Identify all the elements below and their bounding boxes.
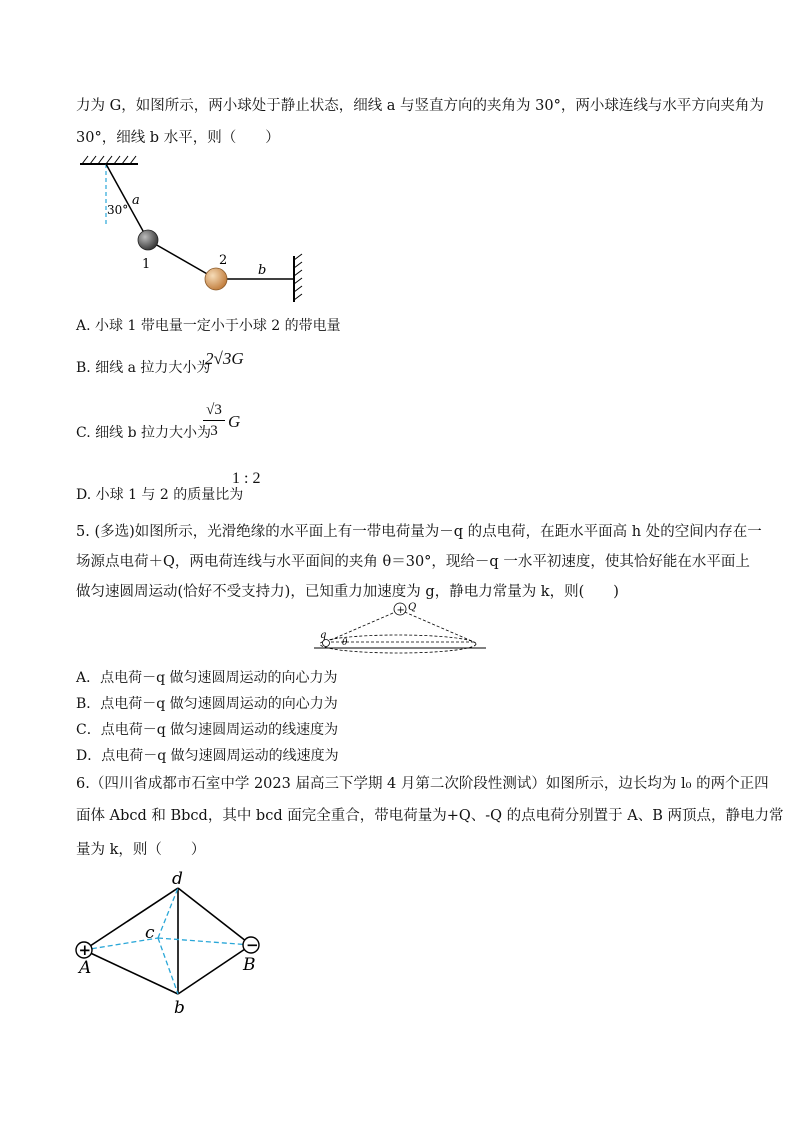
- ball-2-label: 2: [219, 253, 228, 268]
- q6-stem-line3: 量为 k，则（ ）: [76, 842, 206, 858]
- ball-1-label: 1: [142, 257, 151, 272]
- string-a-label: a: [132, 193, 140, 208]
- q5-option-c: C．点电荷－q 做匀速圆周运动的线速度为: [76, 722, 339, 738]
- vertex-b-label: b: [174, 998, 185, 1018]
- q5-option-d: D．点电荷－q 做匀速圆周运动的线速度为: [76, 748, 339, 764]
- ball-1: [138, 230, 158, 250]
- angle-30-label: 30°: [107, 203, 129, 217]
- fraction-numerator: √3: [203, 400, 225, 421]
- charge-q-label: q: [320, 630, 327, 641]
- q4-option-c-g: G: [228, 412, 241, 431]
- charge-B-sign: −: [246, 936, 259, 954]
- string-b-label: b: [258, 263, 267, 278]
- q5-option-a: A．点电荷－q 做匀速圆周运动的向心力为: [76, 670, 338, 686]
- ball-2: [205, 268, 227, 290]
- q4-stem-line1: 力为 G，如图所示，两小球处于静止状态，细线 a 与竖直方向的夹角为 30°，两小球连线与水平方向夹角为: [76, 98, 764, 114]
- q4-option-a: A. 小球 1 带电量一定小于小球 2 的带电量: [76, 318, 341, 334]
- q4-stem-line2: 30°，细线 b 水平，则（ ）: [76, 130, 280, 146]
- q6-stem-line2: 面体 Abcd 和 Bbcd，其中 bcd 面完全重合，带电荷量为+Q、-Q 的点电荷分别置于 A、B 两顶点，静电力常: [76, 808, 784, 824]
- vertex-A-label: A: [79, 958, 92, 978]
- charge-A-sign: +: [78, 941, 92, 959]
- q4-option-d-math: 1 : 2: [232, 470, 261, 487]
- vertex-d-label: d: [172, 869, 183, 889]
- vertex-c-label: c: [145, 923, 155, 943]
- fraction-denominator: 3: [210, 423, 218, 439]
- q5-stem-line1: 5. (多选)如图所示，光滑绝缘的水平面上有一带电荷量为－q 的点电荷，在距水平面高 h 处的空间内存在一: [76, 524, 762, 540]
- q4-option-b: B. 细线 a 拉力大小为: [76, 360, 211, 376]
- charge-Q-sign: +: [396, 605, 405, 616]
- theta-label: θ: [342, 638, 348, 648]
- q4-option-c-fraction: [203, 400, 225, 441]
- q4-option-c: C. 细线 b 拉力大小为: [76, 425, 211, 441]
- q4-option-b-math: 2√3G: [205, 349, 244, 368]
- q5-figure: [310, 598, 490, 660]
- q5-option-b: B．点电荷－q 做匀速圆周运动的向心力为: [76, 696, 338, 712]
- charge-Q-label: Q: [408, 602, 417, 613]
- q4-figure: [70, 152, 310, 312]
- q5-stem-line3: 做匀速圆周运动(恰好不受支持力)，已知重力加速度为 g，静电力常量为 k，则( ): [76, 584, 619, 600]
- q5-stem-line2: 场源点电荷＋Q，两电荷连线与水平面间的夹角 θ＝30°，现给－q 一水平初速度，使其恰好能在水平面上: [76, 554, 750, 570]
- q6-stem-line1: 6.（四川省成都市石室中学 2023 届高三下学期 4 月第二次阶段性测试）如图所示，边长均为 l₀ 的两个正四: [76, 776, 769, 792]
- vertex-B-label: B: [243, 955, 256, 975]
- q4-option-d: D. 小球 1 与 2 的质量比为: [76, 487, 244, 503]
- q6-figure: [70, 866, 270, 1018]
